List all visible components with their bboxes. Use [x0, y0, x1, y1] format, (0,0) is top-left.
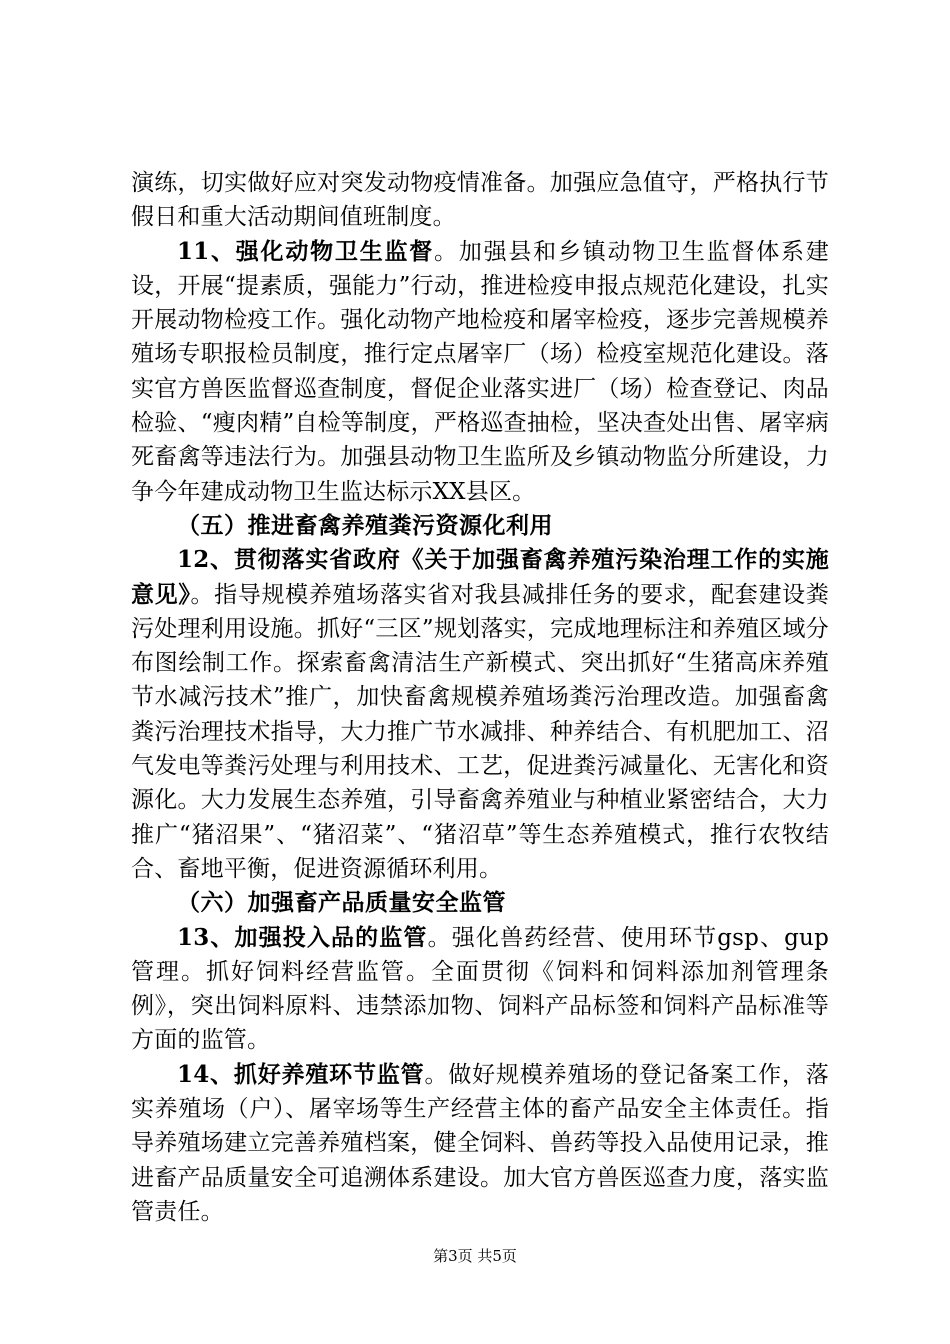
paragraph-item-11: [131, 235, 829, 509]
item-13-lead: 13、加强投入品的监管: [177, 923, 428, 951]
page-number-label: 第3页 共5页: [433, 1247, 517, 1265]
paragraph-intro-text: 演练，切实做好应对突发动物疫情准备。加强应急值守，严格执行节假日和重大活动期间值班制度。: [131, 170, 829, 231]
item-11-body: 。加强县和乡镇动物卫生监督体系建设，开展“提素质，强能力”行动，推进检疫申报点规范化建设，扎实开展动物检疫工作。强化动物产地检疫和屠宰检疫，逐步完善规模养殖场专职报检员制度，推行定点屠宰厂（场）检疫室规范化建设。落实官方兽医监督巡查制度，督促企业落实进厂（场）检查登记、肉品检验、“瘦肉精”自检等制度，严格巡查抽检，坚决查处出售、屠宰病死畜禽等违法行为。加强县动物卫生监所及乡镇动物监分所建设，力争今年建成动物卫生监达标示XX县区。: [131, 238, 829, 505]
item-14-lead: 14、抓好养殖环节监管: [177, 1060, 425, 1088]
paragraph-item-14: [131, 1058, 829, 1229]
section-heading-6: （六）加强畜产品质量安全监管: [177, 890, 506, 917]
document-body: [131, 166, 829, 1229]
paragraph-intro: [131, 166, 829, 235]
section-heading-5: （五）推进畜禽养殖粪污资源化利用: [177, 512, 553, 539]
paragraph-item-12: [131, 543, 829, 886]
paragraph-item-13: [131, 921, 829, 1058]
item-14-body: 。做好规模养殖场的登记备案工作，落实养殖场（户）、屠宰场等生产经营主体的畜产品安全主体责任。指导养殖场建立完善养殖档案，健全饲料、兽药等投入品使用记录，推进畜产品质量安全可追溯体系建设。加大官方兽医巡查力度，落实监管责任。: [131, 1061, 829, 1225]
item-11-lead: 11、强化动物卫生监督: [177, 237, 435, 265]
item-12-lead: 12、贯彻落实省政府《关于加强畜禽养殖污染治理工作的实施意见》: [131, 546, 829, 608]
page-footer: [0, 1245, 950, 1266]
item-12-body: 。指导规模养殖场落实省对我县减排任务的要求，配套建设粪污处理利用设施。抓好“三区”规划落实，完成地理标注和养殖区域分布图绘制工作。探索畜禽清洁生产新模式、突出抓好“生猪高床养殖节水减污技术”推广，加快畜禽规模养殖场粪污治理改造。加强畜禽粪污治理技术指导，大力推广节水减排、种养结合、有机肥加工、沼气发电等粪污处理与利用技术、工艺，促进粪污减量化、无害化和资源化。大力发展生态养殖，引导畜禽养殖业与种植业紧密结合，大力推广“猪沼果”、“猪沼菜”、“猪沼草”等生态养殖模式，推行农牧结合、畜地平衡，促进资源循环利用。: [131, 581, 829, 882]
item-13-body: 。强化兽药经营、使用环节gsp、gup管理。抓好饲料经营监管。全面贯彻《饲料和饲料添加剂管理条例》，突出饲料原料、违禁添加物、饲料产品标签和饲料产品标准等方面的监管。: [131, 924, 829, 1054]
